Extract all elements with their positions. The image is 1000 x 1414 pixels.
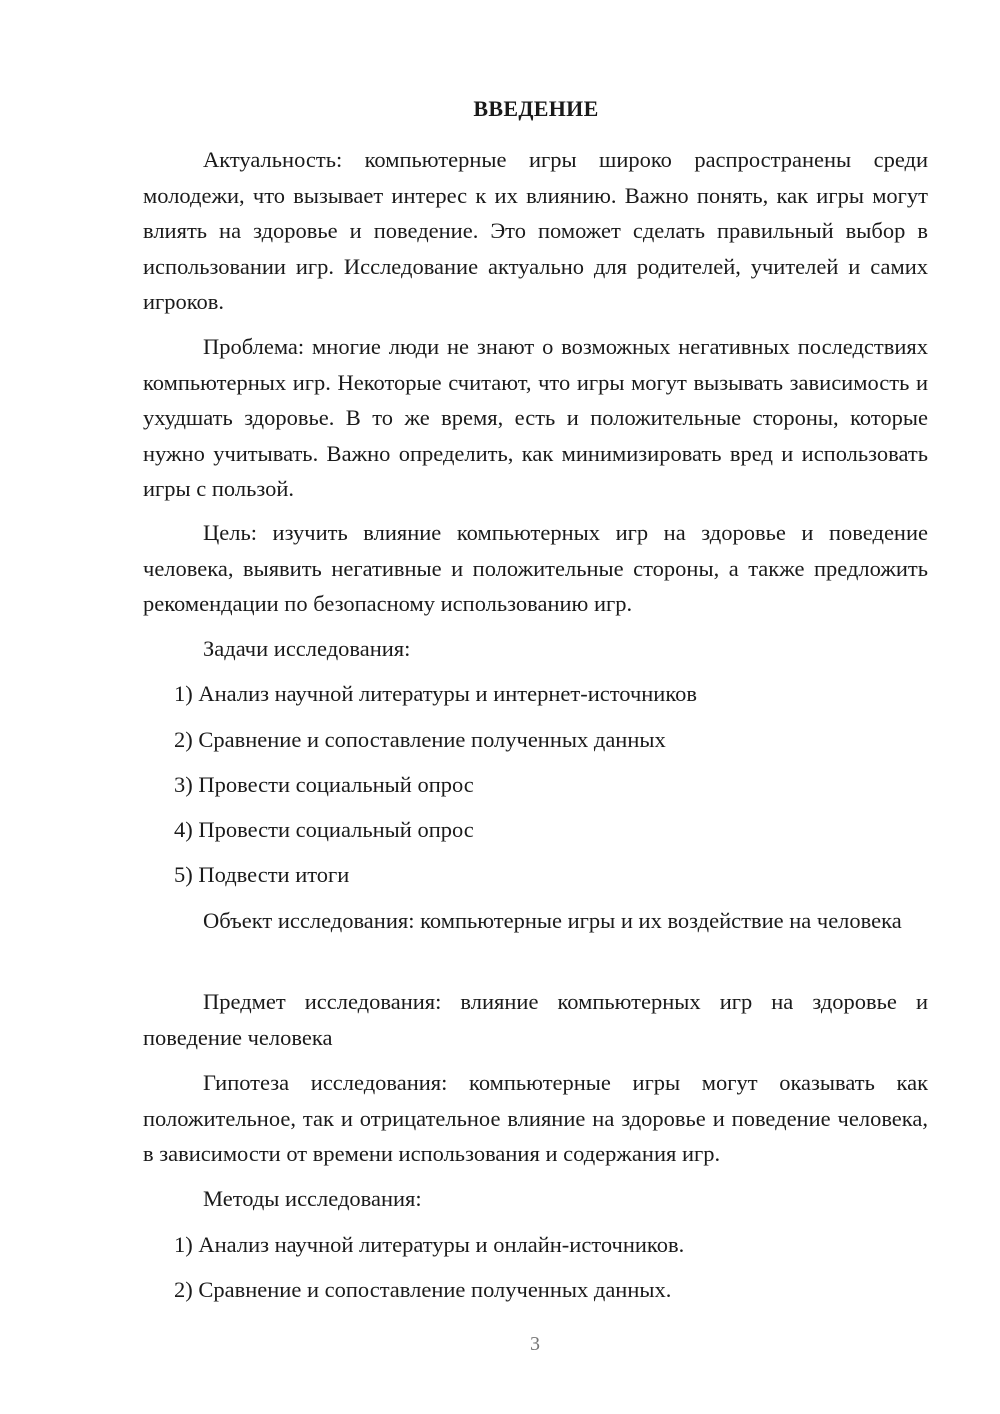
list-item: 2) Сравнение и сопоставление полученных данных: [174, 727, 666, 752]
list-item: 1) Анализ научной литературы и интернет-источников: [174, 681, 698, 706]
subject-section: [143, 984, 928, 1055]
tasks-heading: Задачи исследования:: [203, 636, 411, 661]
page-title: ВВЕДЕНИЕ: [473, 96, 599, 121]
tasks-list: [143, 676, 928, 712]
list-item: 4) Провести социальный опрос: [174, 817, 474, 842]
list-item: 3) Провести социальный опрос: [174, 772, 474, 797]
methods-list: [143, 1227, 928, 1263]
relevance-section: [143, 142, 928, 320]
tasks-list-row: [143, 722, 928, 758]
tasks-section: [143, 631, 928, 667]
relevance-paragraph: Актуальность: компьютерные игры широко распространены среди молодежи, что вызывает интерес к их влиянию. Важно понять, как игры могут влиять на здоровье и поведение. Это поможет сделать правильный выбор в использовании игр. Исследование актуально для родителей, учителей и самих игроков.: [143, 147, 928, 314]
problem-paragraph: Проблема: многие люди не знают о возможных негативных последствиях компьютерных игр. Некоторые считают, что игры могут вызывать зависимость и ухудшать здоровье. В то же время, есть и положительные стороны, которые нужно учитывать. Важно определить, как минимизировать вред и использовать игры с пользой.: [143, 334, 928, 501]
hypothesis-section: [143, 1065, 928, 1172]
subject-paragraph: Предмет исследования: влияние компьютерных игр на здоровье и поведение человека: [143, 989, 928, 1050]
methods-heading: Методы исследования:: [203, 1186, 422, 1211]
methods-list-row: [143, 1272, 928, 1308]
list-item: 1) Анализ научной литературы и онлайн-источников.: [174, 1232, 685, 1257]
tasks-list-row: [143, 812, 928, 848]
goal-section: [143, 515, 928, 622]
problem-section: [143, 329, 928, 507]
object-paragraph: Объект исследования: компьютерные игры и их воздействие на человека: [203, 908, 902, 933]
page-number: 3: [530, 1333, 540, 1355]
tasks-list-row: [143, 857, 928, 893]
tasks-list-row: [143, 767, 928, 803]
list-item: 5) Подвести итоги: [174, 862, 350, 887]
hypothesis-paragraph: Гипотеза исследования: компьютерные игры могут оказывать как положительное, так и отрицательное влияние на здоровье и поведение человека, в зависимости от времени использования и содержания игр.: [143, 1070, 928, 1166]
object-section: [143, 903, 928, 939]
goal-paragraph: Цель: изучить влияние компьютерных игр на здоровье и поведение человека, выявить негативные и положительные стороны, а также предложить рекомендации по безопасному использованию игр.: [143, 520, 928, 616]
methods-section: [143, 1181, 928, 1217]
list-item: 2) Сравнение и сопоставление полученных данных.: [174, 1277, 672, 1302]
